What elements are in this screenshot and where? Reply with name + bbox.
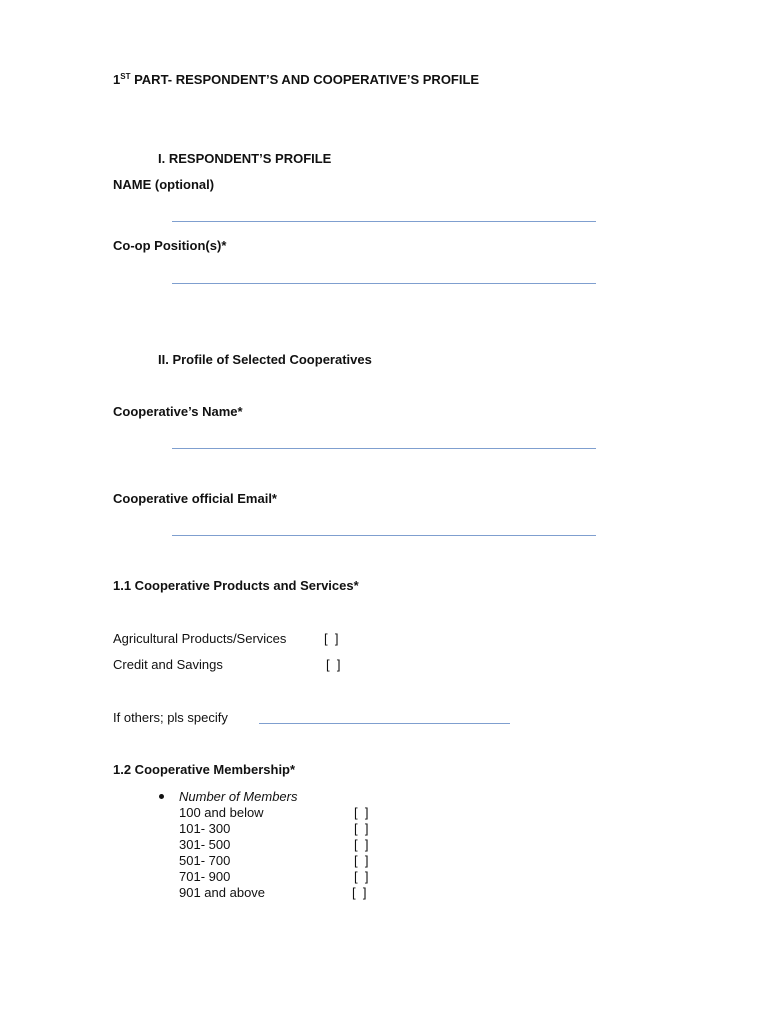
q12-option-label: 101- 300 bbox=[179, 821, 231, 836]
q12-subtitle: Number of Members bbox=[179, 789, 298, 804]
q12-option-checkbox[interactable]: [ ] bbox=[354, 853, 369, 868]
coop-name-label: Cooperative’s Name* bbox=[113, 404, 243, 419]
q12-option-label: 100 and below bbox=[179, 805, 264, 820]
part-heading-number: 1 bbox=[113, 72, 121, 87]
q12-option-label: 301- 500 bbox=[179, 837, 231, 852]
q12-title: 1.2 Cooperative Membership* bbox=[113, 762, 296, 777]
q11-option-checkbox[interactable]: [ ] bbox=[326, 657, 341, 672]
name-field[interactable] bbox=[172, 221, 596, 222]
q12-option-label: 501- 700 bbox=[179, 853, 231, 868]
q11-option-checkbox[interactable]: [ ] bbox=[324, 631, 339, 646]
bullet-icon bbox=[159, 794, 164, 799]
q12-option-checkbox[interactable]: [ ] bbox=[352, 885, 367, 900]
q11-option-label: Credit and Savings bbox=[113, 657, 223, 672]
others-field[interactable] bbox=[259, 723, 510, 724]
q12-option-checkbox[interactable]: [ ] bbox=[354, 805, 369, 820]
q11-option-label: Agricultural Products/Services bbox=[113, 631, 287, 646]
q12-option-label: 701- 900 bbox=[179, 869, 231, 884]
coop-email-label: Cooperative official Email* bbox=[113, 491, 277, 506]
position-label: Co-op Position(s)* bbox=[113, 238, 227, 253]
name-label: NAME (optional) bbox=[113, 177, 215, 192]
section1-title: I. RESPONDENT’S PROFILE bbox=[158, 151, 332, 166]
part-heading bbox=[113, 72, 479, 87]
coop-name-field[interactable] bbox=[172, 448, 596, 449]
section2-title: II. Profile of Selected Cooperatives bbox=[158, 352, 372, 367]
others-label: If others; pls specify bbox=[113, 710, 228, 725]
q12-option-checkbox[interactable]: [ ] bbox=[354, 837, 369, 852]
part-heading-text: PART- RESPONDENT’S AND COOPERATIVE’S PROFILE bbox=[130, 72, 480, 87]
q11-title: 1.1 Cooperative Products and Services* bbox=[113, 578, 359, 593]
q12-option-checkbox[interactable]: [ ] bbox=[354, 821, 369, 836]
coop-email-field[interactable] bbox=[172, 535, 596, 536]
q12-option-checkbox[interactable]: [ ] bbox=[354, 869, 369, 884]
position-field[interactable] bbox=[172, 283, 596, 284]
q12-option-label: 901 and above bbox=[179, 885, 266, 900]
part-heading-superscript: ST bbox=[120, 72, 131, 81]
